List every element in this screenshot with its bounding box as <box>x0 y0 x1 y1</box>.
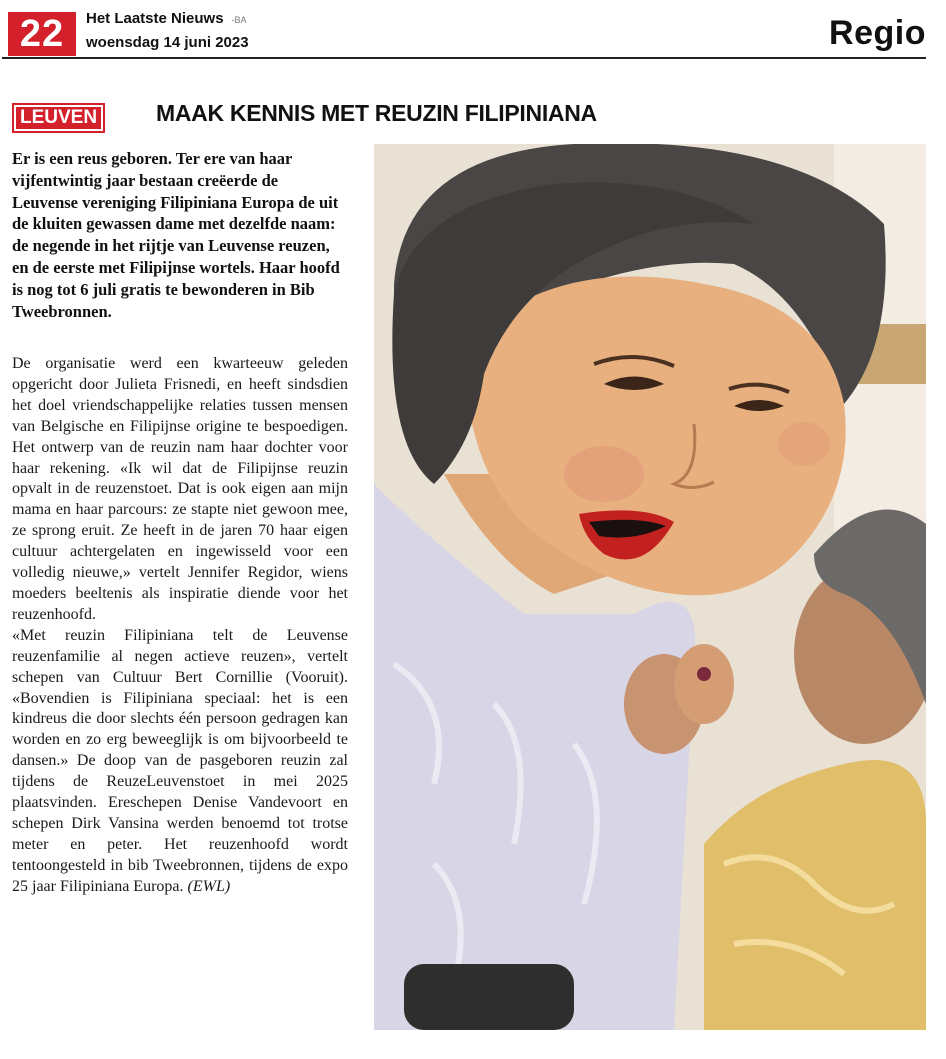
giant-head-illustration <box>374 144 926 1030</box>
article-headline: MAAK KENNIS MET REUZIN FILIPINIANA <box>156 100 597 126</box>
edition-code: -BA <box>231 15 247 25</box>
paper-title: Het Laatste Nieuws <box>86 10 224 27</box>
body-paragraph-1: De organisatie werd een kwarteeuw geleden opgericht door Julieta Frisnedi, en heeft sindsdien het doel vriendschappelijke relaties tussen mensen van Belgische en Filipijnse origine te bespoedigen. Het ontwerp van de reuzin nam haar dochter voor haar rekening. «Ik wil dat de Filipijnse reuzin opvalt in de reuzenstoet. Dat is ook eigen aan mijn mama en haar parcours: ze stapte niet gewoon mee, ze sprong eruit. Ze heeft in de jaren 70 haar eigen cultuur achtergelaten en ingewisseld voor een volledig nieuwe,» vertelt Jennifer Regidor, wiens moeders beeltenis als inspiratie diende voor het reuzenhoofd. <box>12 355 348 623</box>
page-number: 22 <box>8 12 76 56</box>
author-credit: (EWL) <box>187 877 231 895</box>
article-body <box>12 354 348 898</box>
header-divider <box>2 57 926 59</box>
location-tag: LEUVEN <box>12 103 105 133</box>
article-photo <box>374 144 926 1030</box>
article-lead: Er is een reus geboren. Ter ere van haar vijfentwintig jaar bestaan creëerde de Leuvense vereniging Filipiniana Europa de uit de kluiten gewassen dame met dezelfde naam: de negende in het rijtje van Leuvense reuzen, en de eerste met Filipijnse wortels. Haar hoofd is nog tot 6 juli gratis te bewonderen in Bib Tweebronnen. <box>12 149 340 321</box>
body-paragraph-2-text: «Met reuzin Filipiniana telt de Leuvense reuzenfamilie al negen actieve reuzen», vertelt schepen van Cultuur Bert Cornillie (Vooruit). «Bovendien is Filipiniana speciaal: het is een kindreus die door slechts één persoon gedragen kan worden en zo erg beweeglijk is om bijvoorbeeld te dansen.» De doop van de pasgeboren reuzin zal tijdens de ReuzeLeuvenstoet in mei 2025 plaatsvinden. Ereschepen Denise Vandevoort en schepen Dirk Vansina werden benoemd tot trotse meter en peter. Het reuzenhoofd wordt tentoongesteld in bib Tweebronnen, tijdens de expo 25 jaar Filipiniana Europa. <box>12 626 348 895</box>
publication-date: woensdag 14 juni 2023 <box>86 34 249 51</box>
section-title: Regio <box>829 14 926 52</box>
newspaper-name <box>86 10 247 27</box>
body-paragraph-2 <box>12 626 348 898</box>
